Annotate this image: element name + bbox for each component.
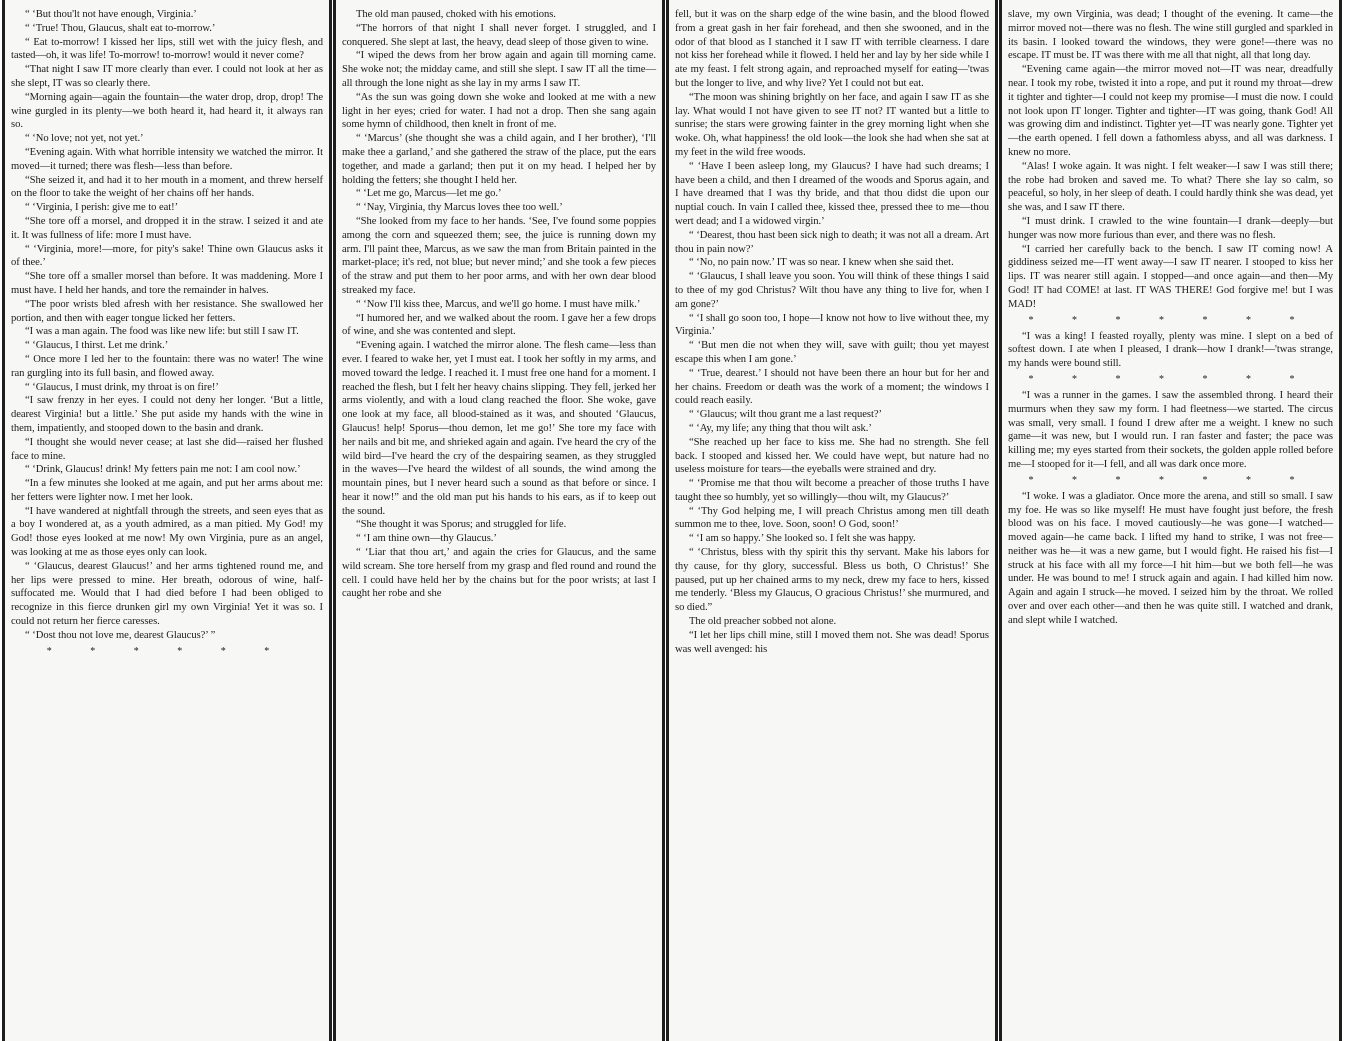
paragraph: “That night I saw IT more clearly than ever. I could not look at her as she slept, IT was so clearly there. [11, 64, 323, 89]
paragraph: “ ‘Christus, bless with thy spirit this thy servant. Make his labors for thy cause, for thy glory, successful. Bless us both, O Christus!’ She paused, put up her chained arms to my neck, drew my face to hers, kissed me tenderly. ‘Bless my Glaucus, O gracious Christus!’ she murmured, and so died.” [675, 547, 989, 614]
paragraph: “ ‘I am thine own—thy Glaucus.’ [356, 533, 497, 545]
paragraph: “The horrors of that night I shall never forget. I struggled, and I conquered. She slept at last, the heavy, dead sleep of those given to wine. [342, 22, 656, 48]
paragraph: “I saw frenzy in her eyes. I could not deny her longer. ‘But a little, dearest Virginia! but a little.’ She put aside my hands with the wine in them, impatiently, and stooped down to the basin and drank. [11, 395, 323, 434]
paragraph: “ ‘Liar that thou art,’ and again the cries for Glaucus, and the same wild scream. She tore herself from my grasp and fled round and round the cell. I could have held her by the chains but for the poor wrists; at last I caught her robe and she [342, 547, 656, 600]
paragraph: “Morning again—again the fountain—the water drop, drop, drop! The wine gurgled in its plenty—we both heard it, had heard it, it always ran so. [11, 91, 323, 131]
paragraph: “I must drink. I crawled to the wine fountain—I drank—deeply—but hunger was now more furious than ever, and there was no flesh. [1008, 215, 1333, 241]
paragraph: “She tore off a smaller morsel than before. It was maddening. More I must have. I held her hands, and tore the remainder in halves. [11, 271, 323, 296]
paragraph: “She tore off a morsel, and dropped it in the straw. I seized it and ate it. It was fullness of life: more I must have. [11, 215, 323, 241]
paragraph: “ ‘Virginia, I perish: give me to eat!’ [25, 202, 179, 214]
paragraph: “ ‘Drink, Glaucus! drink! My fetters pain me not: I am cool now.’ [25, 464, 301, 476]
paragraph: “ ‘Thy God helping me, I will preach Christus among men till death summon me to thee, love. Soon, soon! O God, soon!’ [675, 505, 989, 531]
section-separator: * * * * * * [46, 645, 288, 657]
paragraph: “ ‘No, no pain now.’ IT was so near. I knew when she said thet. [689, 257, 954, 269]
paragraph: slave, my own Virginia, was dead; I thought of the evening. It came—the mirror moved not—there was no flesh. The wine still gurgled and sparkled in its basin. I looked toward the windows, they were gone!—there was no escape. IT must be. IT was there with me all that night, all that long day. [1008, 9, 1333, 62]
column-4 [999, 0, 1342, 1041]
column-2 [333, 0, 665, 1041]
paragraph: “ ‘Dearest, thou hast been sick nigh to death; it was not all a dream. Art thou in pain now?’ [675, 229, 989, 255]
paragraph: “ ‘I shall go soon too, I hope—I know not how to live without thee, my Virginia.’ [675, 312, 989, 338]
paragraph: “ ‘True! Thou, Glaucus, shalt eat to-morrow.’ [25, 22, 216, 34]
paragraph: “ ‘Promise me that thou wilt become a preacher of those truths I have taught thee so humbly, yet so willingly—thou wilt, my Glaucus?’ [675, 478, 989, 503]
paragraph: “I woke. I was a gladiator. Once more the arena, and still so small. I saw my foe. He was so like myself! He must have fought just before, the fresh blood was on his face. I moved cautiously—he was gone—I watched—moved again—he came back. I lifted my hand to strike, I was not free—neither was he—it was a new game, but I would fight. He raised his fist—I struck at his face with all my force—I hit him—but we both fell—he was under. He was bound to me! I struck again and again. I had killed him now. Again and again I struck—he moved. I seized him by the throat. We rolled over and over each other—and then he was quite still. I watched and drank, and slept while I watched. [1008, 490, 1333, 626]
paragraph: “She looked from my face to her hands. ‘See, I've found some poppies among the corn and squeezed them; see, the juice is running down my arm. I'll paint thee, Marcus, as we saw the man from Britain painted in the market-place; it's red, not blue; but never mind;’ and she took a few pieces of the straw and put them to her poor arms, and with her own dear blood streaked my face. [342, 215, 656, 296]
paragraph: “Evening came again—the mirror moved not—IT was near, dreadfully near. I took my robe, twisted it into a rope, and put it round my throat—drew it tighter and tighter—I could not keep my promise—I must die now. I could not look upon IT longer. Tighter and tighter—IT was going, thank God! All was growing dim and indistinct. Tighter yet—IT was nearly gone. Tighter yet—the earth opened. I fell down a fathomless abyss, and all was darkness. I knew no more. [1008, 64, 1333, 158]
paragraph: “ ‘Glaucus, I must drink, my throat is on fire!’ [25, 381, 219, 393]
section-separator: * * * * * * * [1028, 314, 1313, 326]
paragraph: “ ‘Dost thou not love me, dearest Glaucus?’ ” [25, 629, 216, 641]
paragraph: “I was a king! I feasted royally, plenty was mine. I slept on a bed of softest down. I ate when I pleased, I drank—how I drank!—'twas strange, my hands were bound still. [1008, 330, 1333, 370]
paragraph: “Alas! I woke again. It was night. I felt weaker—I saw I was still there; the robe had broken and saved me. To what? There she lay so calm, so peaceful, so holy, in her sleep of death. I could hardly think she was dead, yet she was, and I saw IT there. [1008, 160, 1333, 214]
paragraph: “ ‘Nay, Virginia, thy Marcus loves thee too well.’ [356, 202, 563, 214]
paragraph: “I was a man again. The food was like new life: but still I saw IT. [25, 326, 299, 338]
paragraph: “Evening again. With what horrible intensity we watched the mirror. It moved—it turned; there was flesh—less than before. [11, 146, 323, 172]
paragraph: “ ‘True, dearest.’ I should not have been there an hour but for her and her chains. Freedom or death was the work of a moment; the windows I could reach easily. [675, 367, 989, 407]
paragraph: “ ‘Glaucus, dearest Glaucus!’ and her arms tightened round me, and her lips were pressed to mine. Her breath, odorous of wine, half-suffocated me. Would that I had died before I had been obliged to recognize in this fierce drunken girl my own Virginia! Yet it was so. I could not return her fierce caresses. [11, 560, 323, 628]
paragraph: “ ‘Now I'll kiss thee, Marcus, and we'll go home. I must have milk.’ [356, 298, 641, 310]
paragraph: The old preacher sobbed not alone. [689, 616, 837, 628]
paragraph: “I have wandered at nightfall through the streets, and seen eyes that as a boy I wondered at, as a youth admired, as a man pitied. My God! my God! those eyes looked at me now! My own Virginia, pure as an angel, was looking at me as those eyes only can look. [11, 505, 323, 559]
section-separator: * * * * * * * [1028, 474, 1313, 486]
paragraph: “I let her lips chill mine, still I moved them not. She was dead! Sporus was well avenged: his [675, 629, 989, 655]
paragraph: “ Once more I led her to the fountain: there was no water! The wine ran gurgling into its full basin, and flowed away. [11, 353, 323, 379]
section-separator: * * * * * * * [1028, 373, 1313, 385]
paragraph: “The moon was shining brightly on her face, and again I saw IT as she lay. What would I not have given to see IT not? IT wanted but a little to sunrise; the stars were growing fainter in the grey morning light when she woke. Oh, what happiness! the old look—the look she had when she sat at my feet in the wild free woods. [675, 91, 989, 158]
paragraph: “I wiped the dews from her brow again and again till morning came. She woke not; the midday came, and still she slept. I saw IT all the time—all through the lone night as she lay in my arms I saw IT. [342, 50, 656, 89]
paragraph: “ ‘Ay, my life; any thing that thou wilt ask.’ [689, 422, 872, 434]
paragraph: “ ‘Glaucus; wilt thou grant me a last request?’ [689, 409, 882, 421]
paragraph: “The poor wrists bled afresh with her resistance. She swallowed her portion, and then with eager tongue licked her fetters. [11, 298, 323, 324]
paragraph: “ ‘Marcus’ (she thought she was a child again, and I her brother), ‘I'll make thee a garland,’ and she gathered the straw of the place, put the ears together, and made a garland; then put it on my head. I helped her by holding the fetters; she thought I held her. [342, 133, 656, 186]
paragraph: “ ‘No love; not yet, not yet.’ [25, 133, 144, 145]
paragraph: “I carried her carefully back to the bench. I saw IT coming now! A giddiness seized me—IT went away—I saw IT nearer. I stooped to kiss her lips. IT was nearer still again. I stopped—and once again—and then—My God! IT had COME! at last. IT WAS THERE! God forgive me! but I was MAD! [1008, 243, 1333, 310]
paragraph: “ ‘But men die not when they will, save with guilt; thou yet mayest escape this when I am gone.’ [675, 340, 989, 365]
paragraph: “ ‘Glaucus, I thirst. Let me drink.’ [25, 340, 169, 352]
paragraph: “ ‘I am so happy.’ She looked so. I felt she was happy. [689, 533, 916, 545]
paragraph: “ ‘Virginia, more!—more, for pity's sake! Thine own Glaucus asks it of thee.’ [11, 243, 323, 269]
column-1 [2, 0, 332, 1041]
paragraph: “ ‘Have I been asleep long, my Glaucus? I have had such dreams; I have been a child, and then I dreamed of the woods and Sporus again, and I have dreamed that I was thy bride, and that thou didst die upon our nuptial couch. In vain I called thee, kissed thee, pressed thee to me—thou wert dead; and I a widowed virgin.’ [675, 160, 989, 227]
paragraph: The old man paused, choked with his emotions. [356, 9, 556, 20]
paragraph: “I thought she would never cease; at last she did—raised her flushed face to mine. [11, 436, 323, 462]
paragraph: “She seized it, and had it to her mouth in a moment, and threw herself on the floor to take the weight of her chains off her hands. [11, 174, 323, 200]
paragraph: “ ‘But thou'lt not have enough, Virginia.’ [25, 9, 197, 20]
paragraph: “I was a runner in the games. I saw the assembled throng. I heard their murmurs when they saw my form. I had fleetness—we started. The circus was small, very small. I found I drew after me a weight. I knew no such game—it was new, but I would run. I ran faster and faster; the pace was killing me; my eyes started from their sockets, the golden apple rolled before me—I stooped for it—I fell, and all was dark once more. [1008, 389, 1333, 470]
column-3 [666, 0, 998, 1041]
paragraph: “She thought it was Sporus; and struggled for life. [356, 519, 567, 531]
paragraph: “ ‘Glaucus, I shall leave you soon. You will think of these things I said to thee of my god Christus? Wilt thou have any thing to live for, when I am gone?’ [675, 271, 989, 310]
paragraph: “Evening again. I watched the mirror alone. The flesh came—less than ever. I feared to wake her, yet I must eat. I took her softly in my arms, and moved toward the ledge. I reached it. I must free one hand for a moment. I reached the flesh, but I felt her heavy chains slipping. They fell, jerked her arms violently, and with a loud clang reached the floor. She woke, gave one look at my face, all blood-stained as it was, and shouted ‘Glaucus, Glaucus! help! Sporus—thou demon, let me go!’ She tore my face with her nails and bit me, and shrieked again and again. I've heard the cry of the wild bird—I've heard the cry of the despairing seamen, as they struggled in the waves—I've heard the wildest of all sounds, the wind among the mountain pines, but I never heard such a sound as that before or since. I hear it now!” and the old man put his hands to his ears, as if to keep out the sound. [342, 340, 656, 517]
paragraph: “She reached up her face to kiss me. She had no strength. She fell back. I stooped and kissed her. We could have wept, but nature had no useless moisture for tears—the eyeballs were strained and dry. [675, 436, 989, 476]
paragraph: “As the sun was going down she woke and looked at me with a new light in her eyes; cried for water. I had not a drop. Then she sang again some hymn of childhood, then knelt in front of me. [342, 91, 656, 131]
paragraph: “ ‘Let me go, Marcus—let me go.’ [356, 188, 502, 200]
paragraph: “I humored her, and we walked about the room. I gave her a few drops of wine, and she was contented and slept. [342, 312, 656, 338]
paragraph: “In a few minutes she looked at me again, and put her arms about me: her fetters were lighter now. I met her look. [11, 478, 323, 503]
paragraph: fell, but it was on the sharp edge of the wine basin, and the blood flowed from a great gash in her fair forehead, and then she swooned, and in the odor of that blood as I stanched it I saw IT with terrible clearness. I dare not kiss her forehead while it flowed. I held her and lay by her side while I ate my feast. I felt strong again, and reproached myself for eating—'twas but the longer to live, and why live? Yet I could not but eat. [675, 9, 989, 89]
paragraph: “ Eat to-morrow! I kissed her lips, still wet with the juicy flesh, and tasted—oh, it was life! To-morrow! to-morrow! would it never come? [11, 36, 323, 62]
